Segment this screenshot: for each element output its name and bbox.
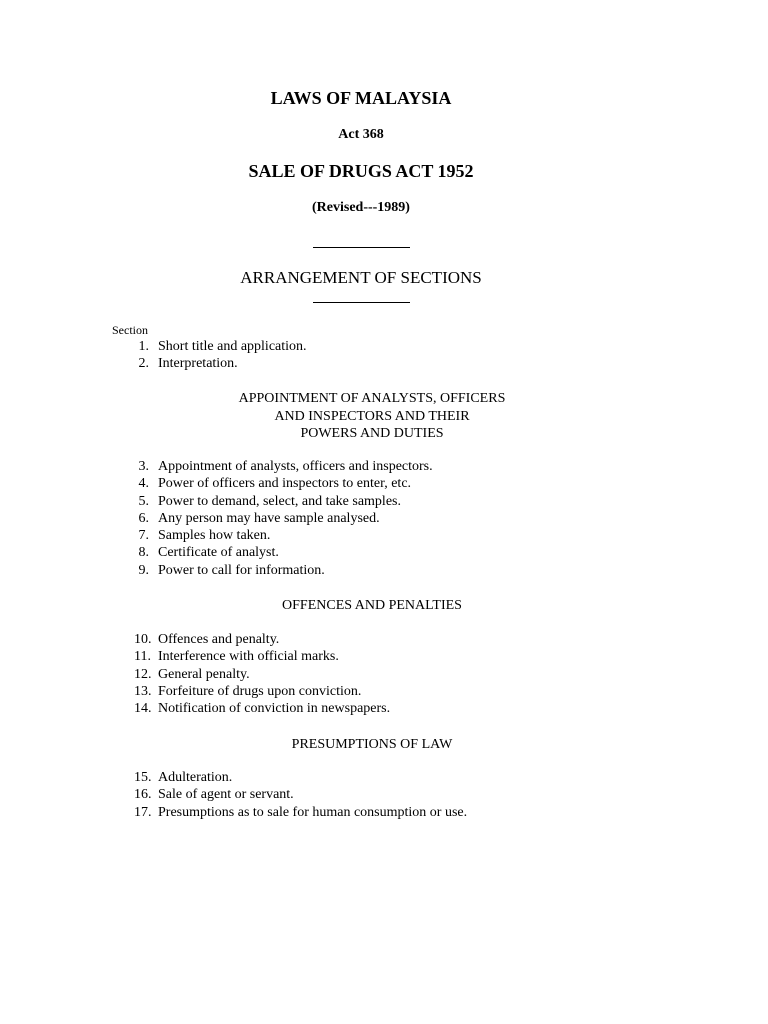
section-column-label: Section (112, 323, 148, 337)
group-heading-offences: OFFENCES AND PENALTIES (282, 598, 462, 613)
section-title: Appointment of analysts, officers and inspectors. (158, 459, 433, 474)
section-title: Short title and application. (158, 339, 307, 354)
list-item (0, 527, 768, 544)
list-item (0, 769, 768, 786)
section-number: 2. (138, 356, 149, 372)
list-item (0, 562, 768, 579)
list-item (0, 355, 768, 372)
section-title: Power of officers and inspectors to enter, etc. (158, 476, 412, 492)
group-heading-presumptions: PRESUMPTIONS OF LAW (291, 737, 453, 752)
section-title: Certificate of analyst. (158, 545, 279, 561)
section-list-intro (0, 338, 768, 373)
act-title: SALE OF DRUGS ACT 1952 (248, 161, 474, 181)
section-title: Power to call for information. (158, 562, 325, 578)
section-title: Presumptions as to sale for human consumption or use. (158, 804, 468, 820)
section-number: 7. (138, 528, 149, 544)
group-heading-appointment (0, 390, 744, 443)
divider-top (313, 247, 410, 248)
section-list-presumptions (0, 769, 768, 821)
list-item (0, 700, 768, 717)
section-number: 1. (138, 339, 149, 354)
list-item (0, 683, 768, 700)
list-item (0, 458, 768, 475)
section-title: Power to demand, select, and take samples. (158, 493, 401, 509)
section-title: Interpretation. (158, 356, 238, 372)
list-item (0, 786, 768, 803)
section-number: 13. (134, 683, 152, 699)
section-number: 9. (138, 562, 149, 578)
list-item (0, 631, 768, 648)
section-title: Notification of conviction in newspapers. (158, 701, 391, 717)
list-item (0, 475, 768, 492)
section-title: General penalty. (158, 666, 250, 682)
section-number: 16. (134, 787, 152, 803)
section-number: 8. (138, 545, 149, 561)
section-list-offences (0, 631, 768, 717)
list-item (0, 338, 768, 355)
list-item (0, 804, 768, 821)
revision-note: (Revised---1989) (312, 200, 410, 215)
section-number: 6. (138, 510, 149, 526)
section-number: 3. (138, 459, 149, 474)
heading-line: POWERS AND DUTIES (300, 426, 444, 441)
section-number: 5. (138, 493, 149, 509)
section-title: Forfeiture of drugs upon conviction. (158, 683, 362, 699)
section-title: Interference with official marks. (158, 649, 339, 665)
section-title: Any person may have sample analysed. (158, 510, 380, 526)
list-item (0, 666, 768, 683)
list-item (0, 648, 768, 665)
section-title: Samples how taken. (158, 528, 271, 544)
section-number: 10. (134, 632, 152, 647)
section-title: Sale of agent or servant. (158, 787, 294, 803)
section-number: 15. (134, 770, 152, 785)
section-number: 11. (134, 649, 151, 665)
act-number: Act 368 (338, 127, 384, 142)
document-title: LAWS OF MALAYSIA (270, 88, 452, 108)
divider-bottom (313, 302, 410, 303)
section-number: 12. (134, 666, 152, 682)
list-item (0, 510, 768, 527)
arrangement-title: ARRANGEMENT OF SECTIONS (240, 268, 482, 287)
section-number: 14. (134, 701, 152, 717)
section-title: Adulteration. (158, 770, 233, 785)
section-number: 4. (138, 476, 149, 492)
section-list-appointment (0, 458, 768, 579)
list-item (0, 493, 768, 510)
heading-line: APPOINTMENT OF ANALYSTS, OFFICERS (238, 391, 506, 406)
list-item (0, 544, 768, 561)
section-title: Offences and penalty. (158, 632, 280, 647)
heading-line: AND INSPECTORS AND THEIR (274, 408, 470, 424)
section-number: 17. (134, 804, 152, 820)
